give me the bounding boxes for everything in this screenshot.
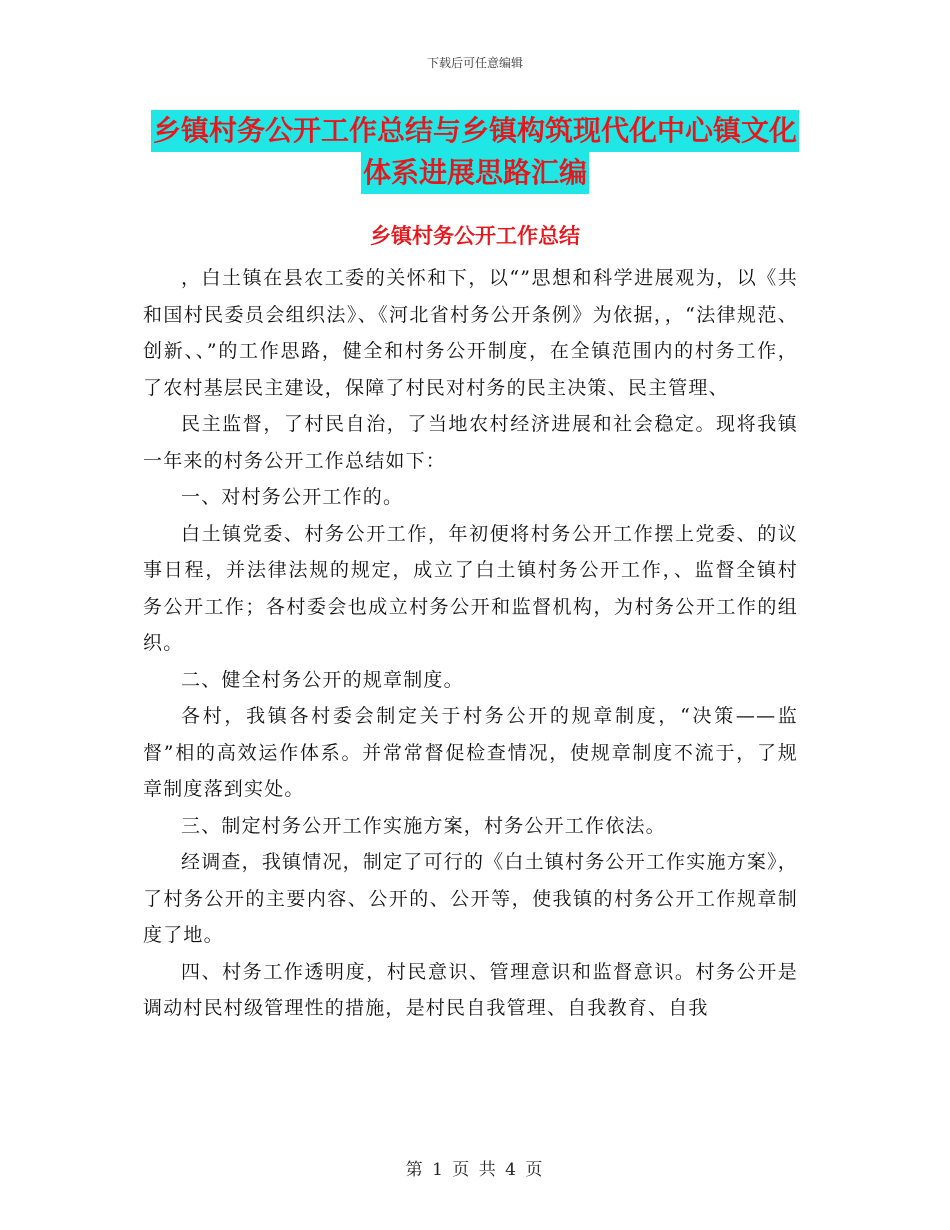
paragraph: 民主监督，了村民自治，了当地农村经济进展和社会稳定。现将我镇一年来的村务公开工作总结如下： [143, 413, 798, 472]
paragraph: 一、对村务公开工作的。 [181, 486, 404, 508]
paragraph: 三、制定村务公开工作实施方案，村务公开工作依法。 [181, 814, 666, 837]
page-footer: 第 1 页 共 4 页 [405, 1160, 545, 1180]
paragraph: 经调查，我镇情况，制定了可行的《白土镇村务公开工作实施方案》，了村务公开的主要内容、公开的、公开等，使我镇的村务公开工作规章制度了地。 [143, 851, 798, 946]
paragraph: 四、村务工作透明度，村民意识、管理意识和监督意识。村务公开是调动村民村级管理性的措施，是村民自我管理、自我教育、自我 [143, 960, 798, 1019]
title-line-2: 体系进展思路汇编 [361, 152, 589, 194]
paragraph: 各村，我镇各村委会制定关于村务公开的规章制度，“决策——监督”相的高效运作体系。并常常督促检查情况，使规章制度不流于，了规章制度落到实处。 [143, 705, 798, 800]
paragraph: 白土镇党委、村务公开工作，年初便将村务公开工作摆上党委、的议事日程，并法律法规的规定，成立了白土镇村务公开工作，、监督全镇村务公开工作；各村委会也成立村务公开和监督机构，为村务公开工作的组织。 [143, 522, 798, 654]
body-text [143, 260, 798, 1027]
paragraph: 二、健全村务公开的规章制度。 [181, 668, 464, 691]
title-line-1: 乡镇村务公开工作总结与乡镇构筑现代化中心镇文化 [151, 110, 799, 152]
paragraph: ，白土镇在县农工委的关怀和下，以“”思想和科学进展观为，以《共和国村民委员会组织法》、《河北省村务公开条例》为依据，，“法律规范、创新、、”的工作思路，健全和村务公开制度，在全镇范围内的村务工作，了农村基层民主建设，保障了村民对村务的民主决策、民主管理、 [143, 267, 798, 399]
section-title: 乡镇村务公开工作总结 [370, 224, 580, 248]
document-title [0, 110, 950, 194]
header-note: 下载后可任意编辑 [426, 56, 523, 70]
